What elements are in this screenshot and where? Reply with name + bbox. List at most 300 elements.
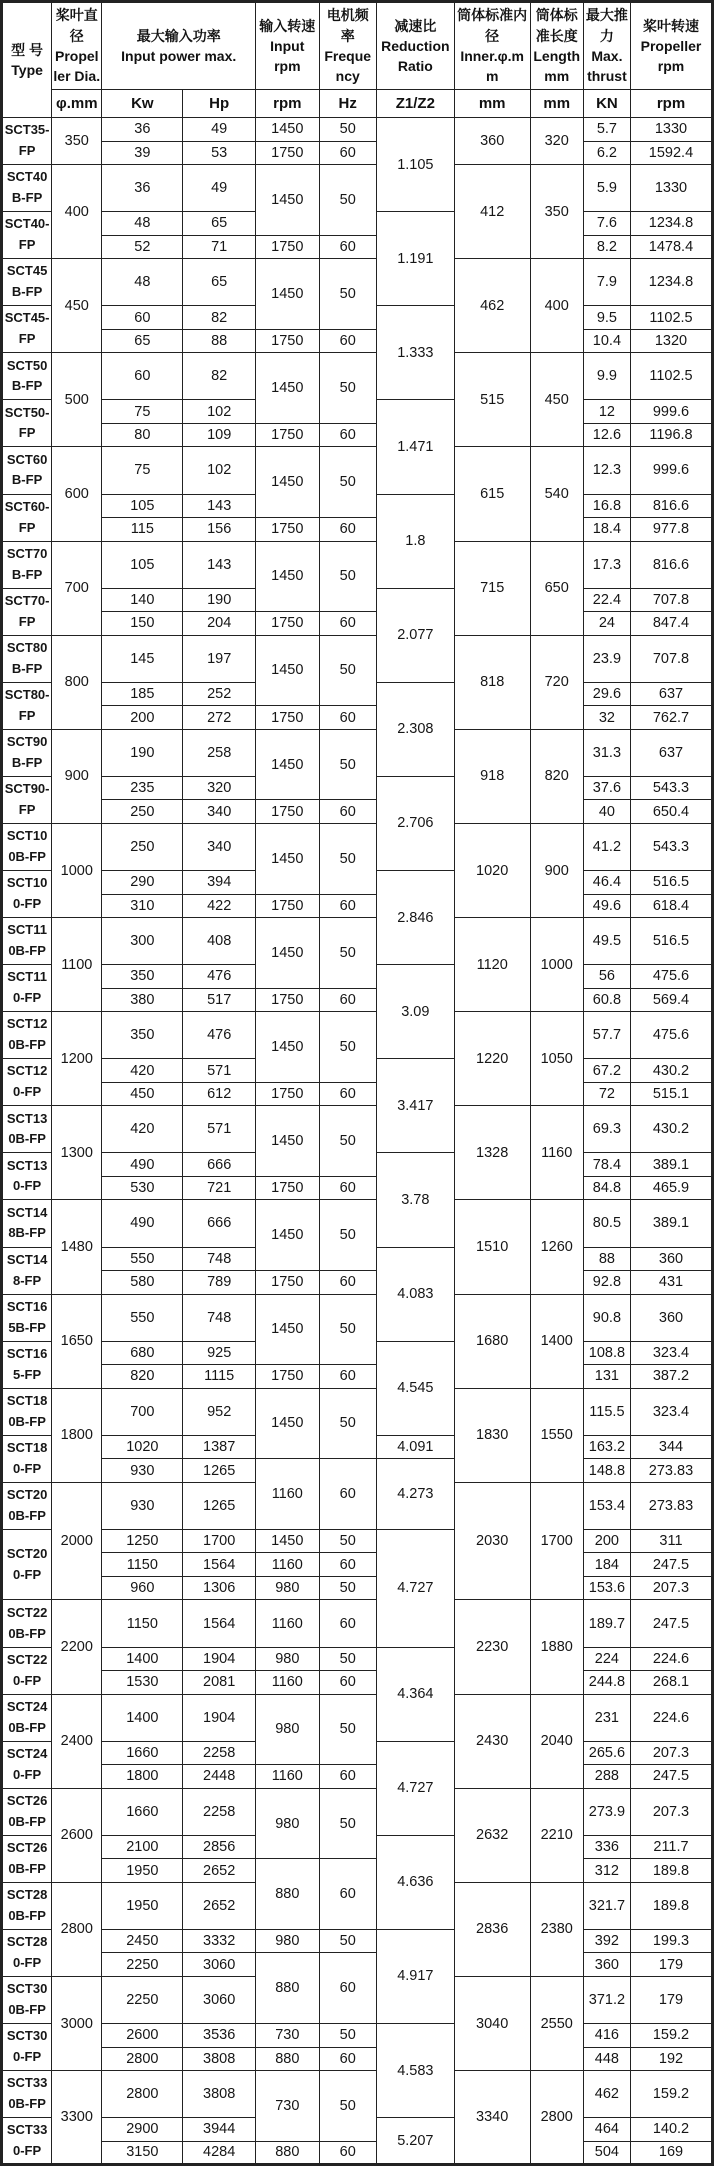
data-cell: 762.7 <box>630 706 712 730</box>
data-cell: 450 <box>530 353 583 447</box>
model-cell: SCT100B-FP <box>2 823 52 870</box>
data-cell: 273.83 <box>630 1459 712 1483</box>
model-cell: SCT330-FP <box>2 2118 52 2165</box>
data-cell: 3040 <box>454 1976 530 2070</box>
data-cell: 250 <box>102 800 183 824</box>
data-cell: 2230 <box>454 1600 530 1694</box>
data-cell: 980 <box>256 1647 320 1671</box>
model-cell: SCT80B-FP <box>2 635 52 682</box>
data-cell: 50 <box>319 918 376 989</box>
data-cell: 1750 <box>256 1082 320 1106</box>
data-cell: 918 <box>454 729 530 823</box>
table-row <box>2 706 713 730</box>
model-cell: SCT50-FP <box>2 400 52 447</box>
data-cell: 143 <box>183 541 256 588</box>
model-cell: SCT280-FP <box>2 1929 52 1976</box>
model-cell: SCT330B-FP <box>2 2071 52 2118</box>
data-cell: 189.8 <box>630 1882 712 1929</box>
col-header-inner-dia: 筒体标准内径 Inner.φ.mm <box>454 2 530 90</box>
data-cell: 60 <box>319 1271 376 1295</box>
data-cell: 153.4 <box>583 1482 630 1529</box>
table-row <box>2 2024 713 2048</box>
model-cell: SCT180B-FP <box>2 1388 52 1435</box>
data-cell: 1000 <box>52 823 102 917</box>
data-cell: 350 <box>102 1012 183 1059</box>
data-cell: 1450 <box>256 1294 320 1365</box>
data-cell: 224.6 <box>630 1647 712 1671</box>
data-cell: 140.2 <box>630 2118 712 2142</box>
data-cell: 3060 <box>183 1953 256 1977</box>
data-cell: 1750 <box>256 800 320 824</box>
data-cell: 1592.4 <box>630 141 712 165</box>
data-cell: 1450 <box>256 259 320 330</box>
data-cell: 185 <box>102 682 183 706</box>
data-cell: 3944 <box>183 2118 256 2142</box>
data-cell: 50 <box>319 1929 376 1953</box>
data-cell: 1564 <box>183 1553 256 1577</box>
data-cell: 2800 <box>52 1882 102 1976</box>
data-cell: 31.3 <box>583 729 630 776</box>
unit-dia: φ.mm <box>52 90 102 118</box>
data-cell: 4.091 <box>376 1435 454 1459</box>
table-row <box>2 118 713 142</box>
data-cell: 244.8 <box>583 1671 630 1695</box>
model-cell: SCT165B-FP <box>2 1294 52 1341</box>
data-cell: 371.2 <box>583 1976 630 2023</box>
data-cell: 50 <box>319 1694 376 1765</box>
data-cell: 159.2 <box>630 2071 712 2118</box>
data-cell: 50 <box>319 1388 376 1459</box>
data-cell: 720 <box>530 635 583 729</box>
data-cell: 2000 <box>52 1482 102 1600</box>
data-cell: 1050 <box>530 1012 583 1106</box>
data-cell: 9.9 <box>583 353 630 400</box>
data-cell: 115 <box>102 518 183 542</box>
data-cell: 580 <box>102 1271 183 1295</box>
data-cell: 925 <box>183 1341 256 1365</box>
data-cell: 1450 <box>256 918 320 989</box>
data-cell: 462 <box>583 2071 630 2118</box>
data-cell: 311 <box>630 1529 712 1553</box>
data-cell: 50 <box>319 1529 376 1553</box>
data-cell: 930 <box>102 1482 183 1529</box>
data-cell: 1450 <box>256 823 320 894</box>
data-cell: 29.6 <box>583 682 630 706</box>
data-cell: 60 <box>319 612 376 636</box>
table-row <box>2 800 713 824</box>
table-row <box>2 259 713 283</box>
data-cell: 153.6 <box>583 1576 630 1600</box>
data-cell: 666 <box>183 1200 256 1247</box>
data-cell: 252 <box>183 682 256 706</box>
data-cell: 1450 <box>256 1106 320 1177</box>
table-row <box>2 894 713 918</box>
data-cell: 4284 <box>183 2141 256 2165</box>
data-cell: 1330 <box>630 165 712 212</box>
model-cell: SCT45-FP <box>2 306 52 353</box>
data-cell: 422 <box>183 894 256 918</box>
data-cell: 323.4 <box>630 1388 712 1435</box>
data-cell: 7.6 <box>583 212 630 236</box>
data-cell: 75 <box>102 400 183 424</box>
table-row <box>2 1788 713 1812</box>
data-cell: 12.6 <box>583 423 630 447</box>
data-cell: 387.2 <box>630 1365 712 1389</box>
data-cell: 192 <box>630 2047 712 2071</box>
table-row <box>2 1200 713 1224</box>
data-cell: 75 <box>102 447 183 494</box>
data-cell: 3150 <box>102 2141 183 2165</box>
data-cell: 952 <box>183 1388 256 1435</box>
data-cell: 12.3 <box>583 447 630 494</box>
data-cell: 730 <box>256 2024 320 2048</box>
data-cell: 39 <box>102 141 183 165</box>
unit-length-mm: mm <box>530 90 583 118</box>
data-cell: 1880 <box>530 1600 583 1694</box>
data-cell: 60 <box>319 329 376 353</box>
model-cell: SCT110-FP <box>2 965 52 1012</box>
data-cell: 516.5 <box>630 918 712 965</box>
data-cell: 360 <box>454 118 530 165</box>
table-row <box>2 165 713 189</box>
data-cell: 60 <box>319 1600 376 1647</box>
data-cell: 108.8 <box>583 1341 630 1365</box>
data-cell: 1904 <box>183 1694 256 1741</box>
data-cell: 2258 <box>183 1741 256 1765</box>
data-cell: 60 <box>319 423 376 447</box>
table-row <box>2 823 713 847</box>
data-cell: 2550 <box>530 1976 583 2070</box>
data-cell: 88 <box>583 1247 630 1271</box>
data-cell: 1.471 <box>376 400 454 494</box>
table-row <box>2 1529 713 1553</box>
table-row <box>2 1271 713 1295</box>
model-cell: SCT165-FP <box>2 1341 52 1388</box>
data-cell: 464 <box>583 2118 630 2142</box>
data-cell: 84.8 <box>583 1176 630 1200</box>
data-cell: 1.105 <box>376 118 454 212</box>
data-cell: 1700 <box>530 1482 583 1600</box>
data-cell: 2856 <box>183 1835 256 1859</box>
data-cell: 2600 <box>102 2024 183 2048</box>
data-cell: 1450 <box>256 1200 320 1271</box>
data-cell: 50 <box>319 2071 376 2142</box>
table-row <box>2 2141 713 2165</box>
data-cell: 200 <box>583 1529 630 1553</box>
data-cell: 420 <box>102 1106 183 1153</box>
table-row <box>2 918 713 942</box>
col-header-reduction-ratio: 减速比 Reduction Ratio <box>376 2 454 90</box>
data-cell: 105 <box>102 541 183 588</box>
data-cell: 450 <box>102 1082 183 1106</box>
data-cell: 430.2 <box>630 1059 712 1083</box>
table-row <box>2 1365 713 1389</box>
data-cell: 1450 <box>256 353 320 424</box>
data-cell: 380 <box>102 988 183 1012</box>
data-cell: 65 <box>183 212 256 236</box>
data-cell: 163.2 <box>583 1435 630 1459</box>
data-cell: 82 <box>183 306 256 330</box>
data-cell: 247.5 <box>630 1600 712 1647</box>
data-cell: 1330 <box>630 118 712 142</box>
data-cell: 1.191 <box>376 212 454 306</box>
data-cell: 980 <box>256 1694 320 1765</box>
data-cell: 224 <box>583 1647 630 1671</box>
data-cell: 1250 <box>102 1529 183 1553</box>
model-cell: SCT45B-FP <box>2 259 52 306</box>
table-row <box>2 1953 713 1977</box>
data-cell: 60 <box>102 306 183 330</box>
data-cell: 4.727 <box>376 1741 454 1835</box>
data-cell: 1200 <box>52 1012 102 1106</box>
unit-kw: Kw <box>102 90 183 118</box>
data-cell: 60 <box>319 1553 376 1577</box>
data-cell: 340 <box>183 823 256 870</box>
data-cell: 1478.4 <box>630 235 712 259</box>
data-cell: 159.2 <box>630 2024 712 2048</box>
data-cell: 50 <box>319 165 376 236</box>
data-cell: 394 <box>183 871 256 895</box>
unit-ratio: Z1/Z2 <box>376 90 454 118</box>
table-row <box>2 1600 713 1624</box>
unit-kn: KN <box>583 90 630 118</box>
model-cell: SCT35-FP <box>2 118 52 165</box>
data-cell: 273.9 <box>583 1788 630 1835</box>
data-cell: 900 <box>530 823 583 917</box>
model-cell: SCT148-FP <box>2 1247 52 1294</box>
data-cell: 57.7 <box>583 1012 630 1059</box>
data-cell: 1950 <box>102 1859 183 1883</box>
data-cell: 600 <box>52 447 102 541</box>
data-cell: 1160 <box>256 1600 320 1647</box>
data-cell: 179 <box>630 1976 712 2023</box>
data-cell: 615 <box>454 447 530 541</box>
data-cell: 1306 <box>183 1576 256 1600</box>
data-cell: 2040 <box>530 1694 583 1788</box>
data-cell: 60 <box>319 518 376 542</box>
data-cell: 800 <box>52 635 102 729</box>
data-cell: 2400 <box>52 1694 102 1788</box>
data-cell: 820 <box>530 729 583 823</box>
data-cell: 88 <box>183 329 256 353</box>
data-cell: 2081 <box>183 1671 256 1695</box>
data-cell: 2632 <box>454 1788 530 1882</box>
data-cell: 450 <box>52 259 102 353</box>
table-row <box>2 1553 713 1577</box>
model-cell: SCT110B-FP <box>2 918 52 965</box>
data-cell: 190 <box>102 729 183 776</box>
data-cell: 320 <box>183 776 256 800</box>
data-cell: 273.83 <box>630 1482 712 1529</box>
col-header-type <box>2 2 52 118</box>
data-cell: 4.583 <box>376 2024 454 2118</box>
data-cell: 1800 <box>52 1388 102 1482</box>
data-cell: 3060 <box>183 1976 256 2023</box>
model-cell: SCT260B-FP <box>2 1835 52 1882</box>
data-cell: 1950 <box>102 1882 183 1929</box>
data-cell: 1650 <box>52 1294 102 1388</box>
data-cell: 1750 <box>256 612 320 636</box>
data-cell: 1265 <box>183 1482 256 1529</box>
data-cell: 1480 <box>52 1200 102 1294</box>
data-cell: 748 <box>183 1247 256 1271</box>
data-cell: 700 <box>52 541 102 635</box>
model-cell: SCT40B-FP <box>2 165 52 212</box>
data-cell: 1020 <box>454 823 530 917</box>
data-cell: 50 <box>319 541 376 612</box>
data-cell: 131 <box>583 1365 630 1389</box>
model-cell: SCT280B-FP <box>2 1882 52 1929</box>
model-cell: SCT40-FP <box>2 212 52 259</box>
data-cell: 3300 <box>52 2071 102 2165</box>
data-cell: 5.7 <box>583 118 630 142</box>
data-cell: 476 <box>183 965 256 989</box>
data-cell: 816.6 <box>630 541 712 588</box>
data-cell: 1750 <box>256 235 320 259</box>
data-cell: 1265 <box>183 1459 256 1483</box>
data-cell: 2.846 <box>376 871 454 965</box>
data-cell: 60 <box>319 1082 376 1106</box>
data-cell: 189.7 <box>583 1600 630 1647</box>
data-cell: 999.6 <box>630 400 712 424</box>
data-cell: 41.2 <box>583 823 630 870</box>
data-cell: 109 <box>183 423 256 447</box>
data-cell: 1000 <box>530 918 583 1012</box>
data-cell: 900 <box>52 729 102 823</box>
data-cell: 90.8 <box>583 1294 630 1341</box>
data-cell: 847.4 <box>630 612 712 636</box>
data-cell: 340 <box>183 800 256 824</box>
table-row <box>2 1929 713 1953</box>
data-cell: 550 <box>102 1294 183 1341</box>
data-cell: 199.3 <box>630 1929 712 1953</box>
table-row <box>2 1576 713 1600</box>
model-cell: SCT148B-FP <box>2 1200 52 1247</box>
data-cell: 320 <box>530 118 583 165</box>
model-cell: SCT240-FP <box>2 1741 52 1788</box>
data-cell: 818 <box>454 635 530 729</box>
data-cell: 5.9 <box>583 165 630 212</box>
model-cell: SCT300B-FP <box>2 1976 52 2023</box>
data-cell: 543.3 <box>630 823 712 870</box>
data-cell: 50 <box>319 1647 376 1671</box>
data-cell: 475.6 <box>630 1012 712 1059</box>
data-cell: 16.8 <box>583 494 630 518</box>
data-cell: 1234.8 <box>630 259 712 306</box>
col-header-type-en: Type <box>11 62 43 78</box>
data-cell: 1450 <box>256 1012 320 1083</box>
data-cell: 1564 <box>183 1600 256 1647</box>
table-row <box>2 635 713 659</box>
table-row <box>2 1694 713 1718</box>
data-cell: 408 <box>183 918 256 965</box>
model-cell: SCT260B-FP <box>2 1788 52 1835</box>
table-body <box>2 118 713 2165</box>
data-cell: 637 <box>630 682 712 706</box>
table-header <box>2 2 713 118</box>
data-cell: 49 <box>183 165 256 212</box>
data-cell: 115.5 <box>583 1388 630 1435</box>
data-cell: 1700 <box>183 1529 256 1553</box>
data-cell: 2210 <box>530 1788 583 1882</box>
unit-input-rpm: rpm <box>256 90 320 118</box>
data-cell: 612 <box>183 1082 256 1106</box>
data-cell: 3340 <box>454 2071 530 2165</box>
data-cell: 1160 <box>530 1106 583 1200</box>
data-cell: 1120 <box>454 918 530 1012</box>
data-cell: 60 <box>319 706 376 730</box>
data-cell: 72 <box>583 1082 630 1106</box>
data-cell: 2.706 <box>376 776 454 870</box>
data-cell: 235 <box>102 776 183 800</box>
data-cell: 150 <box>102 612 183 636</box>
model-cell: SCT130-FP <box>2 1153 52 1200</box>
model-cell: SCT70-FP <box>2 588 52 635</box>
data-cell: 2800 <box>530 2071 583 2165</box>
data-cell: 60 <box>319 1176 376 1200</box>
data-cell: 571 <box>183 1059 256 1083</box>
data-cell: 1102.5 <box>630 353 712 400</box>
data-cell: 9.5 <box>583 306 630 330</box>
data-cell: 504 <box>583 2141 630 2165</box>
model-cell: SCT130B-FP <box>2 1106 52 1153</box>
data-cell: 37.6 <box>583 776 630 800</box>
data-cell: 820 <box>102 1365 183 1389</box>
data-cell: 23.9 <box>583 635 630 682</box>
data-cell: 1450 <box>256 118 320 142</box>
data-cell: 2258 <box>183 1788 256 1835</box>
data-cell: 2450 <box>102 1929 183 1953</box>
table-row <box>2 1859 713 1883</box>
data-cell: 360 <box>583 1953 630 1977</box>
unit-inner-mm: mm <box>454 90 530 118</box>
data-cell: 288 <box>583 1765 630 1789</box>
data-cell: 50 <box>319 823 376 894</box>
data-cell: 1.8 <box>376 494 454 588</box>
data-cell: 207.3 <box>630 1576 712 1600</box>
model-cell: SCT220B-FP <box>2 1600 52 1647</box>
model-cell: SCT60B-FP <box>2 447 52 494</box>
data-cell: 1750 <box>256 988 320 1012</box>
data-cell: 49.5 <box>583 918 630 965</box>
data-cell: 60 <box>319 235 376 259</box>
data-cell: 48 <box>102 259 183 306</box>
model-cell: SCT50B-FP <box>2 353 52 400</box>
table-row <box>2 1082 713 1106</box>
data-cell: 1750 <box>256 1176 320 1200</box>
data-cell: 60 <box>102 353 183 400</box>
data-cell: 4.273 <box>376 1459 454 1530</box>
data-cell: 389.1 <box>630 1200 712 1247</box>
data-cell: 680 <box>102 1341 183 1365</box>
model-cell: SCT60-FP <box>2 494 52 541</box>
data-cell: 530 <box>102 1176 183 1200</box>
data-cell: 2250 <box>102 1953 183 1977</box>
data-cell: 650.4 <box>630 800 712 824</box>
data-cell: 1450 <box>256 635 320 706</box>
data-cell: 880 <box>256 2141 320 2165</box>
data-cell: 344 <box>630 1435 712 1459</box>
data-cell: 999.6 <box>630 447 712 494</box>
data-cell: 1530 <box>102 1671 183 1695</box>
data-cell: 169 <box>630 2141 712 2165</box>
model-cell: SCT300-FP <box>2 2024 52 2071</box>
model-cell: SCT70B-FP <box>2 541 52 588</box>
data-cell: 3.78 <box>376 1153 454 1247</box>
data-cell: 490 <box>102 1200 183 1247</box>
data-cell: 880 <box>256 1953 320 2024</box>
data-cell: 1160 <box>256 1671 320 1695</box>
